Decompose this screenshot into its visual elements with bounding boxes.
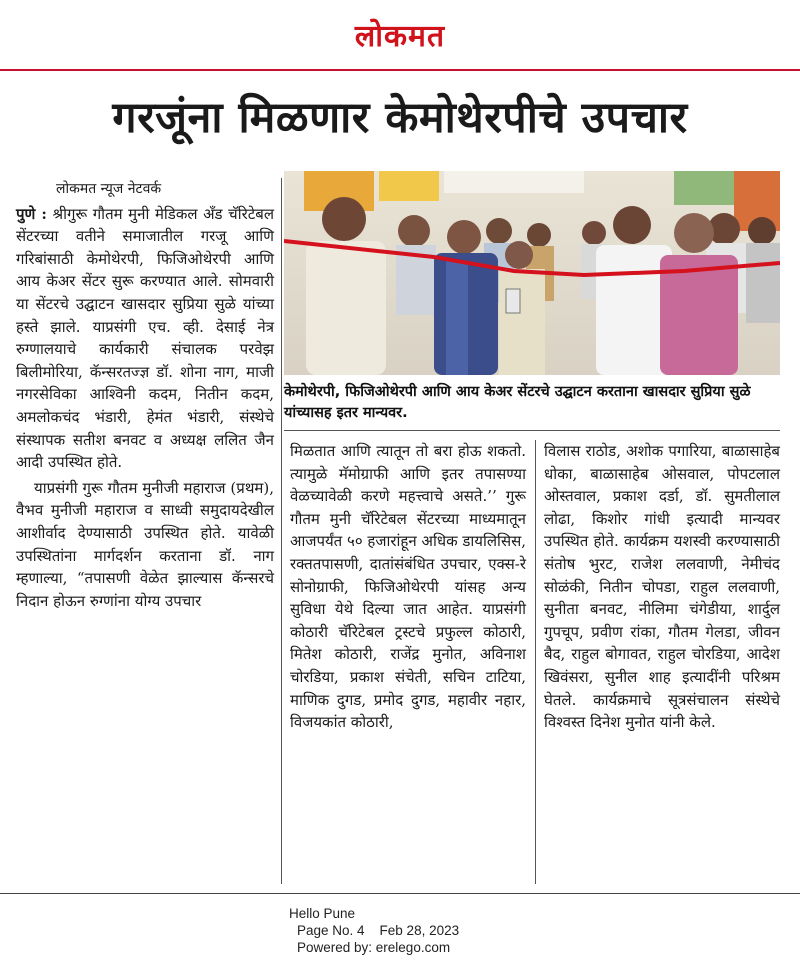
article-column-1 [16,178,274,612]
column-3-text: विलास राठोड, अशोक पगारिया, बाळासाहेब धोका, बाळासाहेब ओसवाल, पोपटलाल ओस्तवाल, प्रकाश दर्डा, डॉ. सुमतीलाल लोढा, किशोर गांधी इत्यादी मान्यवर उपस्थित होते. कार्यक्रम यशस्वी करण्यासाठी संतोष भुरट, राजेश ललवाणी, नेमीचंद सोळंकी, नितीन चोपडा, राहुल ललवाणी, सुनीता बनवट, नीलिमा चंगेडीया, शार्दुल गुपचूप, प्रवीण रांका, गौतम गेलडा, जीवन बैद, राहुल बोगावत, राहुल चोरडिया, आदेश खिवंसरा, सुनील शाह इत्यादींनी परिश्रम घेतले. कार्यक्रमाचे सूत्रसंचालन संस्थेचे विश्वस्त दिनेश मुनोत यांनी केले. [544,442,780,732]
dateline: पुणे : [16,204,47,223]
masthead [0,0,800,70]
lead-paragraph [16,203,274,474]
powered-by: Powered by: erelego.com [297,940,451,955]
column-divider [535,440,536,884]
page-and-date: Page No. 4 Feb 28, 2023 [297,923,460,938]
lead-text: श्रीगुरू गौतम मुनी मेडिकल अँड चॅरिटेबल सेंटरच्या वतीने समाजातील गरजू आणि गरिबांसाठी केमोथेरपी, फिजिओथेरपी आणि आय केअर सेंटर सुरू करण्यात आले. सोमवारी या सेंटरचे उद्घाटन खासदार सुप्रिया सुळे यांच्या हस्ते झाले. याप्रसंगी एच. व्ही. देसाई नेत्र रुग्णालयाचे कार्यकारी संचालक परवेझ बिलीमोरिया, कॅन्सरतज्ज्ञ डॉ. शोना नाग, माजी नगरसेविका आश्विनी कदम, नितीन कदम, अमलोकचंद भंडारी, हेमंत भंडारी, संस्थेचे संस्थापक सतीश बनवट व अध्यक्ष ललित जैन आदी उपस्थित होते. [16,204,275,472]
article-column-3 [544,440,780,734]
edition-name: Hello Pune [289,906,356,921]
newspaper-logo: लोकमत [354,19,446,54]
photo-caption: केमोथेरपी, फिजिओथेरपी आणि आय केअर सेंटरचे उद्घाटन करताना खासदार सुप्रिया सुळे यांच्यासह इतर मान्यवर. [284,384,751,421]
footer-rule [0,893,800,894]
masthead-rule [0,69,800,71]
byline: लोकमत न्यूज नेटवर्क [56,181,162,197]
article-column-2 [290,440,526,734]
caption-rule [284,430,780,431]
page-footer [289,905,459,956]
paragraph-2: याप्रसंगी गुरू गौतम मुनीजी महाराज (प्रथम), वैभव मुनीजी महाराज व साध्वी समुदायदेखील आशीर्वाद देण्यासाठी उपस्थित होते. यावेळी उपस्थितांना मार्गदर्शन करताना डॉ. नाग म्हणाल्या, “तपासणी वेळेत झाल्यास कॅन्सरचे निदान होऊन रुग्णांना योग्य उपचार [16,478,274,610]
column-2-text: मिळतात आणि त्यातून तो बरा होऊ शकतो. त्यामुळे मॅमोग्राफी आणि इतर तपासण्या वेळच्यावेळी करणे महत्त्वाचे असते.’’ गुरू गौतम मुनी चॅरिटेबल सेंटरच्या माध्यमातून आजपर्यंत ५० हजारांहून अधिक डायलिसिस, रक्ततपासणी, दातांसंबंधित उपचार, एक्स-रे सोनोग्राफी, फिजिओथेरपी यांसह अन्य सुविधा येथे दिल्या जात आहेत. याप्रसंगी कोठारी चॅरिटेबल ट्रस्टचे प्रफुल्ल कोठारी, मितेश कोठारी, राजेंद्र मुनोत, अविनाश चोरडिया, प्रकाश संचेती, सचिन टाटिया, माणिक दुगड, प्रमोद दुगड, महावीर नहार, विजयकांत कोठारी, [290,442,526,732]
column-divider [281,178,282,884]
article-headline: गरजूंना मिळणार केमोथेरपीचे उपचार [112,93,688,143]
event-photo [284,171,780,375]
ribbon-cutting-photo [284,171,780,375]
